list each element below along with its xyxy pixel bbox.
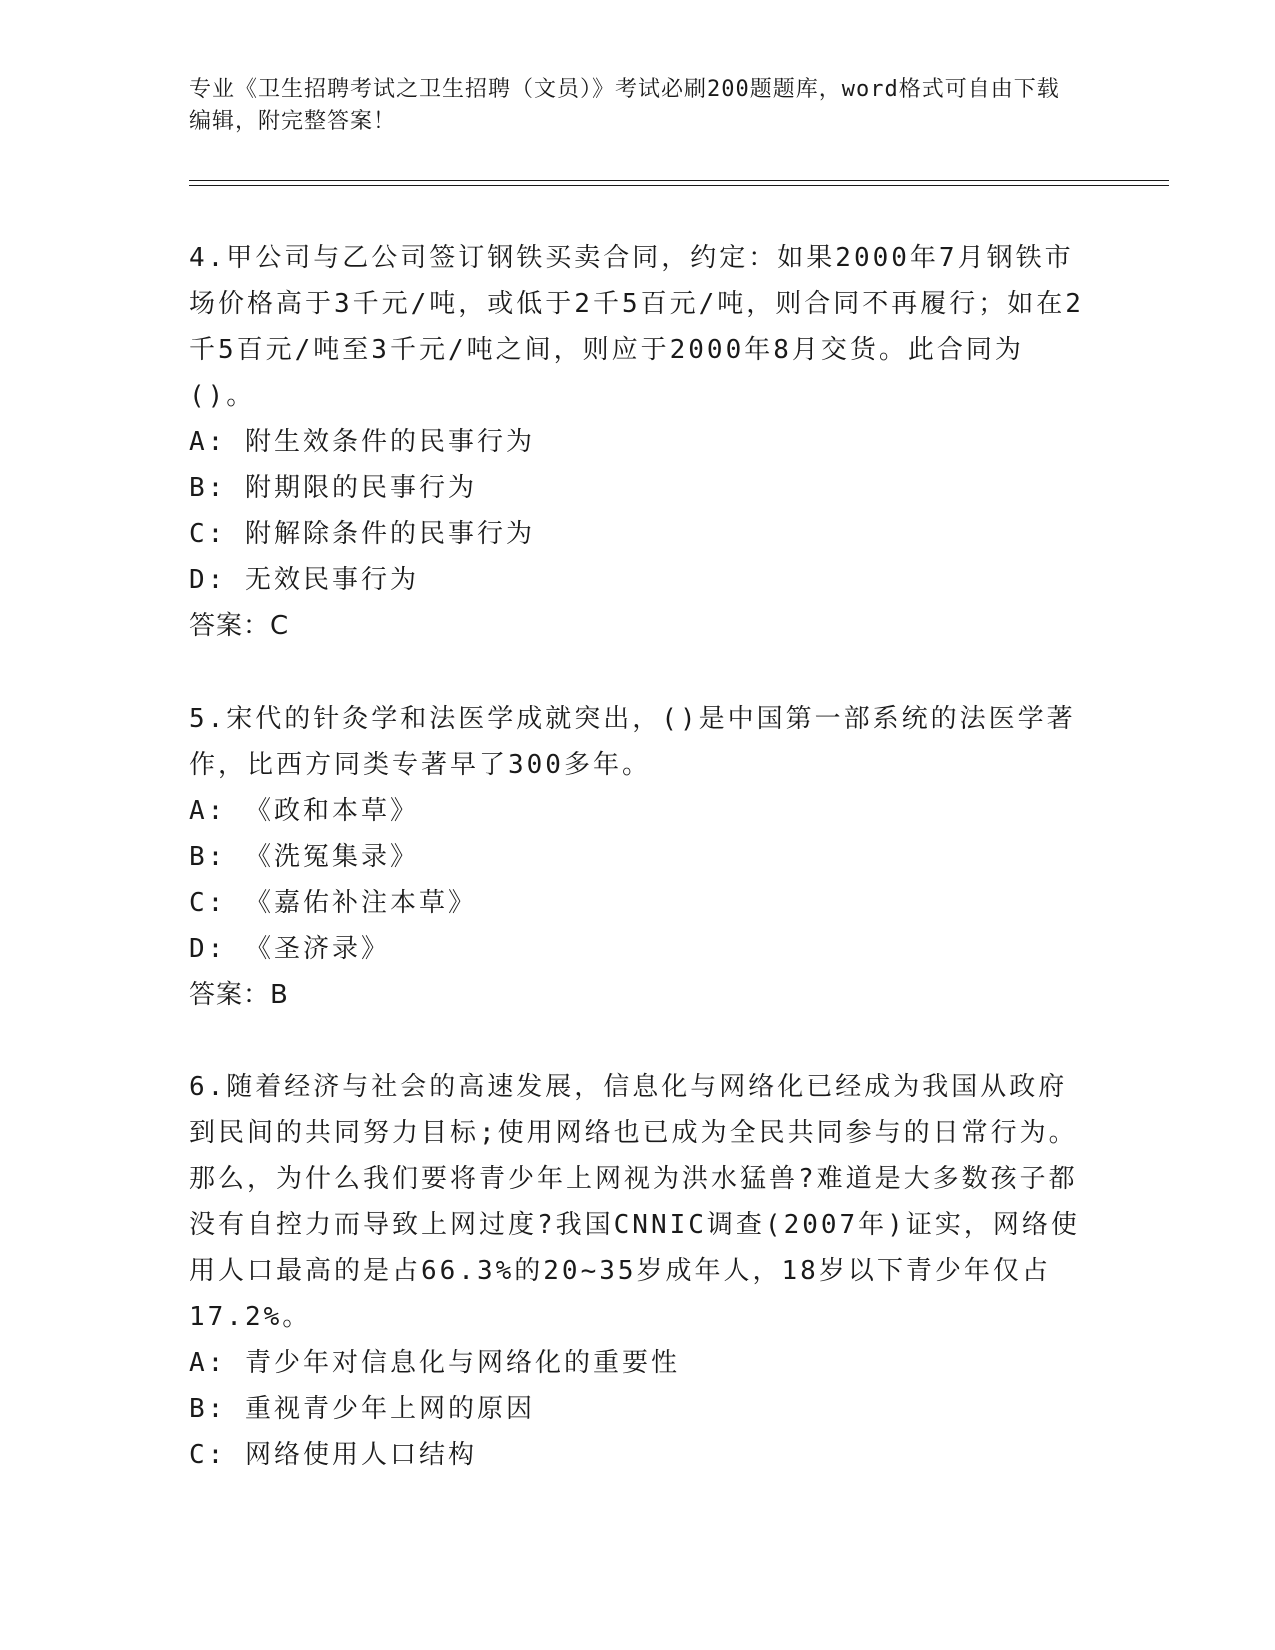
header-divider-top: [189, 180, 1169, 181]
question-stem: 5.宋代的针灸学和法医学成就突出，()是中国第一部系统的法医学著作，比西方同类专著早了300多年。: [189, 704, 1076, 780]
question-4: [189, 235, 1089, 649]
question-stem: 4.甲公司与乙公司签订钢铁买卖合同，约定：如果2000年7月钢铁市场价格高于3千元/吨，或低于2千5百元/吨，则合同不再履行；如在2千5百元/吨至3千元/吨之间，则应于2000年8月交货。此合同为()。: [189, 243, 1084, 411]
option-c: C: 网络使用人口结构: [189, 1440, 477, 1470]
question-5: [189, 696, 1089, 1018]
option-c: C: 附解除条件的民事行为: [189, 519, 535, 549]
document-header: 专业《卫生招聘考试之卫生招聘（文员）》考试必刷200题题库，word格式可自由下载编辑，附完整答案！: [189, 77, 1060, 134]
option-b: B: 重视青少年上网的原因: [189, 1394, 535, 1424]
option-a: A: 附生效条件的民事行为: [189, 427, 535, 457]
answer-label: 答案：C: [189, 611, 290, 641]
option-b: B: 附期限的民事行为: [189, 473, 477, 503]
option-d: D: 无效民事行为: [189, 565, 419, 595]
question-stem: 6.随着经济与社会的高速发展，信息化与网络化已经成为我国从政府到民间的共同努力目标;使用网络也已成为全民共同参与的日常行为。那么，为什么我们要将青少年上网视为洪水猛兽?难道是大多数孩子都没有自控力而导致上网过度?我国CNNIC调查(2007年)证实，网络使用人口最高的是占66.3%的20~35岁成年人，18岁以下青少年仅占17.2%。: [189, 1072, 1080, 1332]
option-a: A: 《政和本草》: [189, 796, 419, 826]
option-a: A: 青少年对信息化与网络化的重要性: [189, 1348, 680, 1378]
question-6: [189, 1064, 1089, 1478]
option-d: D: 《圣济录》: [189, 934, 390, 964]
option-c: C: 《嘉佑补注本草》: [189, 888, 477, 918]
option-b: B: 《洗冤集录》: [189, 842, 419, 872]
header-divider-bottom: [189, 185, 1169, 186]
answer-label: 答案：B: [189, 980, 289, 1010]
